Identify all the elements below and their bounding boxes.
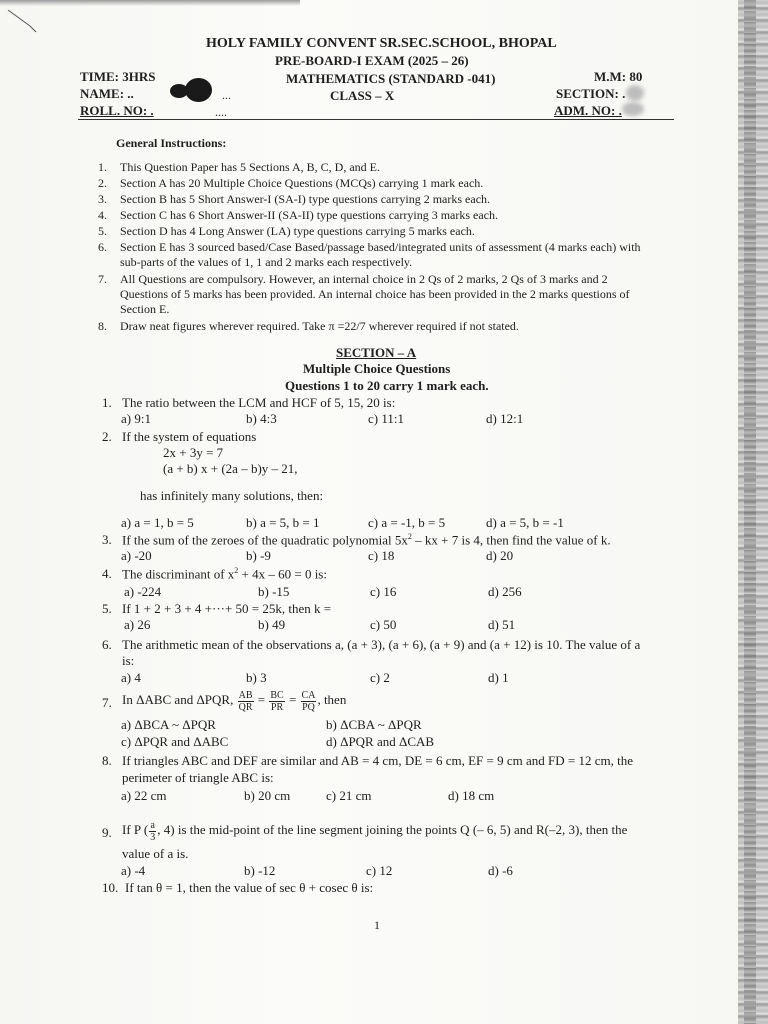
denominator: PQ (302, 701, 315, 713)
question-number: 3. (102, 532, 112, 547)
option-c: c) 21 cm (326, 788, 372, 803)
question-text-part: If P ( (122, 822, 149, 837)
instruction-text-cont: sub-parts of the values of 1, 1 and 2 marks each respectively. (120, 255, 413, 269)
option-a: a) -4 (121, 863, 146, 878)
option-c: c) 12 (366, 863, 393, 878)
section-a-title: SECTION – A (336, 345, 417, 360)
numerator: CA (301, 689, 316, 701)
question-text: If the system of equations (122, 429, 257, 444)
ink-blot-large (185, 78, 212, 102)
question-text (122, 818, 627, 843)
option-a: a) 9:1 (121, 411, 151, 426)
option-c: c) 2 (370, 670, 390, 685)
ratio-ca-pq (301, 690, 317, 713)
numerator: a (150, 819, 155, 831)
option-b: b) a = 5, b = 1 (246, 515, 320, 530)
question-text (122, 532, 611, 548)
ratio-bc-pr (269, 690, 284, 713)
instruction-text: Section B has 5 Short Answer-I (SA-I) type questions carrying 2 marks each. (120, 192, 491, 206)
name-dots: ... (222, 88, 231, 102)
option-b: b) -15 (258, 584, 290, 599)
question-text-part: The discriminant of x (122, 566, 235, 582)
option-b: b) -12 (244, 863, 276, 878)
option-a: a) -20 (121, 548, 152, 563)
option-b: b) ΔCBA ~ ΔPQR (326, 717, 422, 732)
instruction-num: 5. (98, 224, 107, 238)
instruction-text: All Questions are compulsory. However, an internal choice in 2 Qs of 2 marks, 2 Qs of 3 marks and 2 (120, 272, 608, 286)
question-text-part: + 4x – 60 = 0 is: (238, 566, 327, 582)
question-text-part: , then (317, 692, 347, 707)
question-number: 7. (102, 695, 112, 710)
ratio-ab-qr (238, 690, 254, 713)
instruction-text-cont: Questions of 5 marks has been provided. An internal choice has been provided in the 2 marks questions of (120, 287, 630, 301)
adm-label: ADM. NO: . (554, 103, 622, 118)
question-number: 10. (102, 880, 119, 895)
instruction-text: Draw neat figures wherever required. Take π =22/7 wherever required if not stated. (120, 319, 519, 333)
option-c: c) a = -1, b = 5 (368, 515, 446, 530)
option-c: c) 11:1 (368, 411, 404, 426)
option-d: d) ΔPQR and ΔCAB (326, 734, 435, 749)
option-a: a) 26 (124, 617, 151, 632)
section-label: SECTION: . (556, 86, 626, 101)
denominator: PR (270, 701, 284, 713)
question-text-cont: is: (122, 653, 135, 668)
instruction-num: 2. (98, 176, 107, 190)
numerator: BC (270, 689, 284, 701)
question-text (122, 566, 327, 582)
roll-dots: .... (215, 105, 227, 119)
option-d: d) 18 cm (448, 788, 495, 803)
exam-title: PRE-BOARD-I EXAM (2025 – 26) (275, 53, 469, 68)
scan-edge (738, 0, 768, 1024)
question-number: 2. (102, 429, 112, 444)
question-text: The ratio between the LCM and HCF of 5, 15, 20 is: (122, 395, 396, 410)
option-b: b) 49 (258, 617, 286, 632)
question-text: In ΔABC and ΔPQR, $\frac{AB}{QR}$ = $\frac{BC}{PR}$ = $\frac{CA}{PQ}$ , then (122, 689, 347, 713)
option-a: a) 4 (121, 670, 141, 685)
denominator: 3 (150, 831, 156, 843)
instruction-num: 7. (98, 272, 107, 286)
question-text-cont: perimeter of triangle ABC is: (122, 770, 274, 785)
option-a: a) a = 1, b = 5 (121, 515, 194, 530)
question-number: 6. (102, 637, 112, 652)
option-b: b) 3 (246, 670, 267, 685)
option-d: d) -6 (488, 863, 513, 878)
option-a: a) 22 cm (121, 788, 167, 803)
question-text-part: In ΔABC and ΔPQR, (122, 692, 234, 707)
option-c: c) 16 (370, 584, 397, 599)
option-c: c) 50 (370, 617, 397, 632)
option-b: b) 4:3 (246, 411, 277, 426)
instruction-num: 6. (98, 240, 107, 254)
option-d: d) 20 (486, 548, 514, 563)
option-d: d) a = 5, b = -1 (486, 515, 564, 530)
superscript: 2 (407, 532, 412, 541)
question-text: If tan θ = 1, then the value of sec θ + cosec θ is: (125, 880, 374, 895)
roll-label: ROLL. NO: . (80, 103, 154, 118)
question-text: If 1 + 2 + 3 + 4 +···+ 50 = 25k, then k = (122, 601, 332, 616)
question-text: If triangles ABC and DEF are similar and AB = 4 cm, DE = 6 cm, EF = 9 cm and FD = 12 cm, the (122, 753, 633, 768)
question-number: 8. (102, 753, 112, 768)
instruction-num: 1. (98, 160, 107, 174)
option-c: c) 18 (368, 548, 395, 563)
question-text-part: If the sum of the zeroes of the quadratic polynomial 5x (122, 532, 408, 548)
instruction-num: 4. (98, 208, 107, 222)
redaction (622, 102, 644, 116)
option-c: c) ΔPQR and ΔABC (121, 734, 229, 749)
numerator: AB (238, 689, 253, 701)
redaction (626, 85, 644, 101)
superscript: 2 (234, 566, 239, 575)
instruction-text: Section A has 20 Multiple Choice Questions (MCQs) carrying 1 mark each. (120, 176, 484, 190)
section-a-subtitle: Multiple Choice Questions (303, 361, 451, 376)
question-number: 4. (102, 566, 112, 581)
denominator: QR (238, 701, 253, 713)
subject-title: MATHEMATICS (STANDARD -041) (286, 71, 496, 86)
instructions-title: General Instructions: (116, 136, 227, 150)
question-text-cont: value of a is. (122, 846, 189, 861)
equation-2: (a + b) x + (2a – b)y – 21, (163, 461, 298, 476)
option-b: b) 20 cm (244, 788, 291, 803)
instruction-num: 3. (98, 192, 107, 206)
option-d: d) 51 (488, 617, 516, 632)
instruction-num: 8. (98, 319, 107, 333)
question-text: The arithmetic mean of the observations a, (a + 3), (a + 6), (a + 9) and (a + 12) is 10. The value of a (122, 637, 641, 652)
option-d: d) 256 (488, 584, 522, 599)
option-b: b) -9 (246, 548, 271, 563)
equation-1: 2x + 3y = 7 (163, 445, 224, 460)
question-text-cont: has infinitely many solutions, then: (140, 488, 324, 503)
page-number: 1 (374, 918, 380, 932)
fraction-a-over-3 (149, 820, 156, 843)
max-marks: M.M: 80 (594, 69, 643, 84)
name-label: NAME: .. (80, 86, 134, 101)
class-title: CLASS – X (330, 88, 395, 103)
time-label: TIME: 3HRS (80, 69, 156, 84)
school-name: HOLY FAMILY CONVENT SR.SEC.SCHOOL, BHOPAL (206, 36, 557, 51)
option-a: a) ΔBCA ~ ΔPQR (121, 717, 216, 732)
instruction-text: Section D has 4 Long Answer (LA) type questions carrying 5 marks each. (120, 224, 475, 238)
question-number: 1. (102, 395, 112, 410)
instruction-text: Section C has 6 Short Answer-II (SA-II) type questions carrying 3 marks each. (120, 208, 499, 222)
instruction-text: This Question Paper has 5 Sections A, B, C, D, and E. (120, 160, 380, 174)
header-rule (78, 119, 674, 120)
question-text-part: – kx + 7 is 4, then find the value of k. (411, 532, 611, 548)
pen-mark (6, 6, 46, 36)
question-number: 5. (102, 601, 112, 616)
question-text-part: , 4) is the mid-point of the line segment joining the points Q (– 6, 5) and R(–2, 3), then the (157, 822, 628, 837)
option-d: d) 12:1 (486, 411, 524, 426)
instruction-text-cont: Section E. (120, 302, 170, 316)
option-d: d) 1 (488, 670, 509, 685)
question-number: 9. (102, 825, 112, 840)
section-a-note: Questions 1 to 20 carry 1 mark each. (285, 378, 489, 393)
instruction-text: Section E has 3 sourced based/Case Based/passage based/integrated units of assessment (4 marks each) with (120, 240, 641, 254)
option-a: a) -224 (124, 584, 162, 599)
